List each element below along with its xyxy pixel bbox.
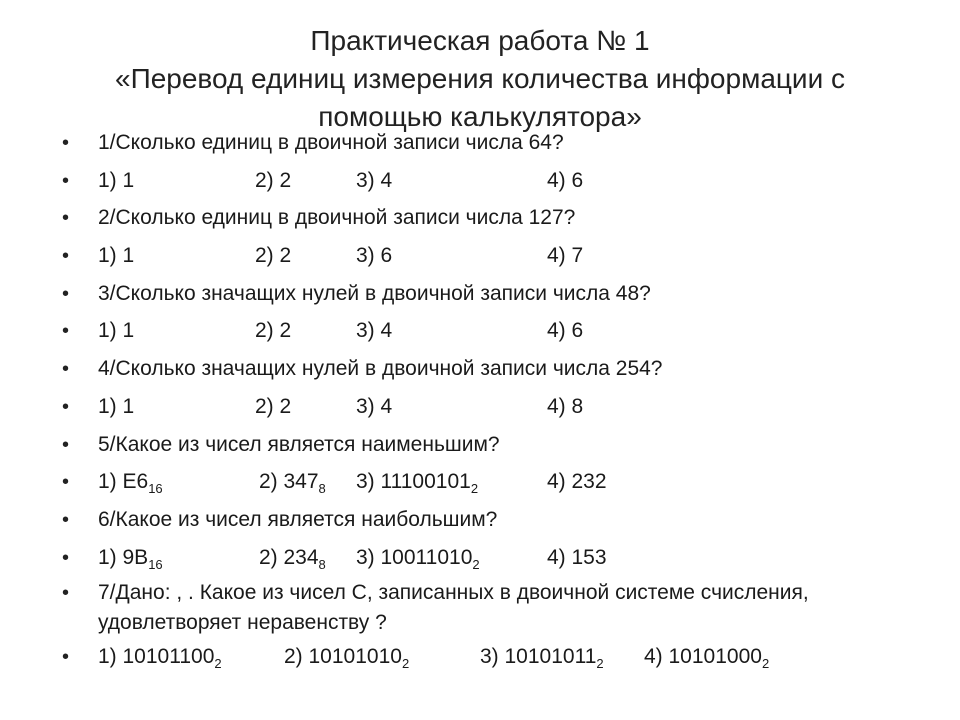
question-1 (62, 126, 942, 164)
bullet: • (62, 546, 70, 569)
answer-value: 3) 11100101 (356, 470, 471, 494)
base-subscript: 8 (318, 481, 326, 497)
question-6 (62, 503, 942, 541)
answer-option-2 (259, 465, 326, 499)
answer-option-3: 3) 4 (356, 319, 393, 343)
document-title (0, 22, 960, 136)
question-text: 4/Сколько значащих нулей в двоичной записи числа 254? (98, 357, 663, 381)
answer-option-2 (284, 640, 409, 674)
answer-option-2: 2) 2 (255, 394, 292, 418)
question-2 (62, 201, 942, 239)
question-3 (62, 277, 942, 315)
question-text: 1/Сколько единиц в двоичной записи числа 64? (98, 131, 564, 154)
answer-option-1 (98, 640, 222, 674)
answer-option-2 (259, 541, 326, 575)
answer-option-3 (356, 541, 480, 575)
question-4 (62, 352, 942, 390)
question-text: 3/Сколько значащих нулей в двоичной записи числа 48? (98, 281, 651, 305)
base-subscript: 2 (761, 656, 770, 672)
base-subscript: 16 (148, 481, 163, 497)
answer-option-2: 2) 2 (255, 244, 292, 268)
answer-option-1: 1) 1 (98, 168, 135, 192)
bullet: • (62, 282, 70, 305)
answer-option-2: 2) 2 (255, 319, 292, 343)
base-subscript: 8 (318, 556, 326, 572)
answer-option-3: 3) 6 (356, 244, 393, 268)
answer-value: 1) 9B (98, 545, 149, 569)
bullet: • (62, 245, 70, 268)
answers-2 (62, 239, 942, 277)
question-list (62, 126, 942, 678)
answer-option-3: 3) 4 (356, 168, 393, 192)
answer-value: 3) 10101011 (480, 645, 597, 669)
answers-7 (62, 640, 942, 678)
bullet: • (62, 508, 70, 531)
answer-option-4: 4) 232 (547, 470, 607, 494)
question-text: 6/Какое из чисел является наибольшим? (98, 507, 498, 531)
bullet: • (62, 358, 70, 381)
answer-option-1: 1) 1 (98, 394, 135, 418)
answer-value: 2) 347 (259, 470, 319, 494)
bullet: • (62, 132, 70, 154)
answer-option-2: 2) 2 (255, 168, 292, 192)
base-subscript: 2 (470, 481, 479, 497)
base-subscript: 2 (214, 656, 222, 672)
answer-option-1: 1) 1 (98, 244, 135, 268)
answers-4 (62, 390, 942, 428)
base-subscript: 2 (472, 556, 480, 572)
question-text: 5/Какое из чисел является наименьшим? (98, 432, 500, 456)
answers-3 (62, 314, 942, 352)
bullet: • (62, 207, 70, 230)
question-7 (62, 578, 942, 640)
answer-value: 4) 10101000 (644, 645, 762, 669)
title-line-2: «Перевод единиц измерения количества информации с (115, 63, 845, 94)
answer-option-4: 4) 6 (547, 319, 584, 343)
answer-option-4: 4) 7 (547, 244, 584, 268)
base-subscript: 16 (148, 556, 163, 572)
question-text: 7/Дано: , . Какое из чисел С, записанных в двоичной системе счисления, удовлетворяет неравенству ? (98, 581, 809, 635)
answer-value: 1) E6 (98, 470, 149, 494)
answer-value: 3) 10011010 (356, 545, 473, 569)
answer-option-3: 3) 4 (356, 394, 393, 418)
answer-option-4 (644, 640, 769, 674)
answer-option-4: 4) 153 (547, 545, 607, 569)
bullet: • (62, 582, 70, 605)
answers-6 (62, 541, 942, 579)
answer-option-3 (480, 640, 604, 674)
bullet: • (62, 169, 70, 192)
answer-option-4: 4) 8 (547, 394, 584, 418)
title-line-1: Практическая работа № 1 (310, 25, 650, 56)
answer-option-1 (98, 541, 163, 575)
bullet: • (62, 471, 70, 494)
bullet: • (62, 395, 70, 418)
answer-option-1: 1) 1 (98, 319, 135, 343)
answers-5 (62, 465, 942, 503)
title-line-3: помощью калькулятора» (318, 101, 642, 132)
answer-value: 2) 234 (259, 545, 319, 569)
question-text: 2/Сколько единиц в двоичной записи числа 127? (98, 206, 576, 230)
bullet: • (62, 646, 70, 669)
answer-option-1 (98, 465, 163, 499)
question-5 (62, 428, 942, 466)
answer-value: 1) 10101100 (98, 645, 215, 669)
base-subscript: 2 (401, 656, 410, 672)
answer-option-4: 4) 6 (547, 168, 584, 192)
bullet: • (62, 320, 70, 343)
bullet: • (62, 433, 70, 456)
base-subscript: 2 (596, 656, 604, 672)
answer-value: 2) 10101010 (284, 645, 402, 669)
answer-option-3 (356, 465, 478, 499)
answers-1 (62, 164, 942, 202)
